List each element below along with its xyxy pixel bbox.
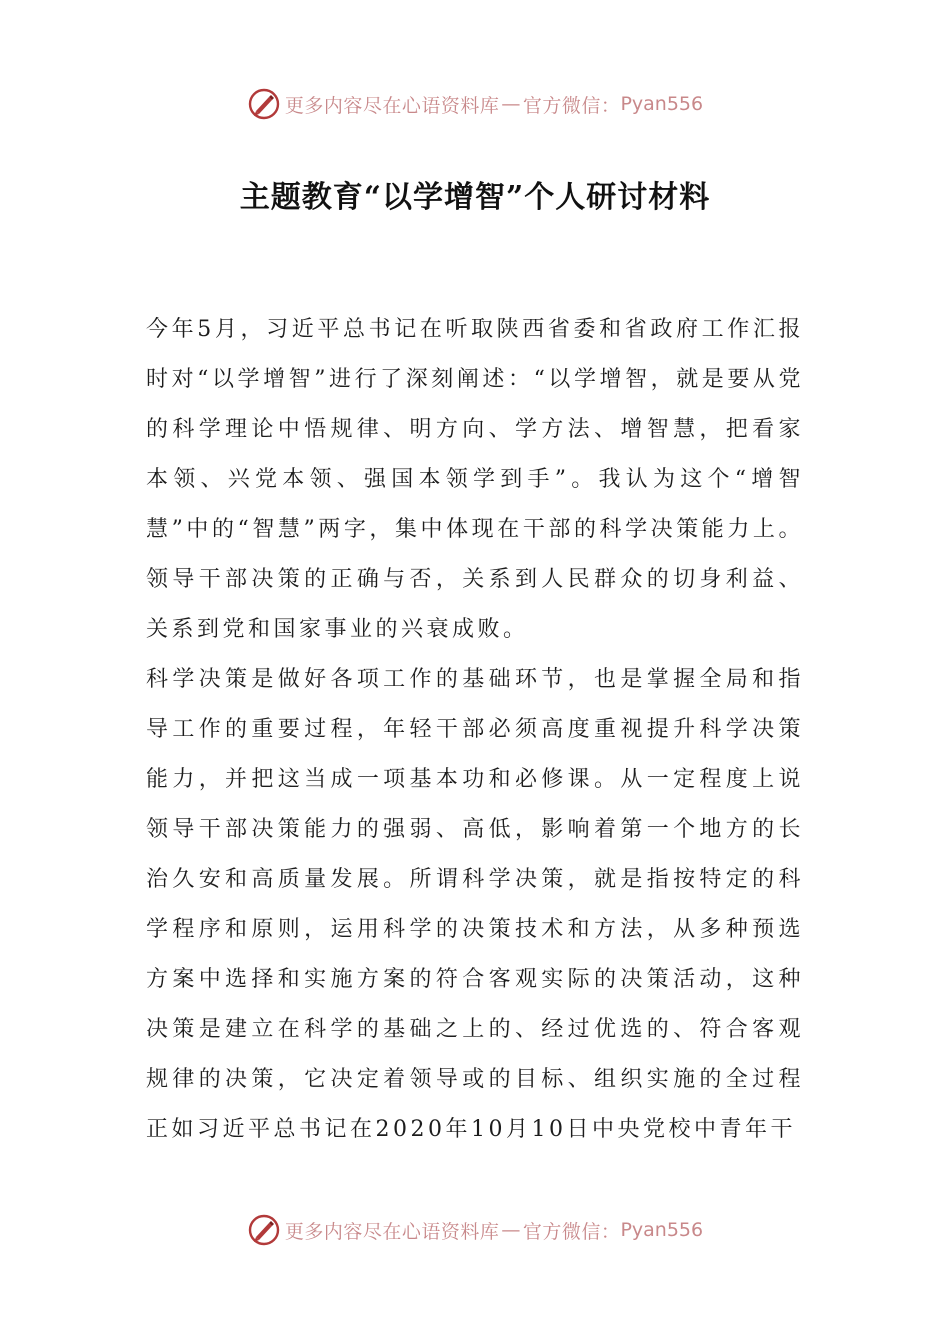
pen-logo-icon [247, 87, 281, 121]
paragraph: 今年5月，习近平总书记在听取陕西省委和省政府工作汇报时对“以学增智”进行了深刻阐述：“以学增智，就是要从党的科学理论中悟规律、明方向、学方法、增智慧，把看家本领、兴党本领、强国本领学到手”。我认为这个“增智慧”中的“智慧”两字，集中体现在干部的科学决策能力上。领导干部决策的正确与否，关系到人民群众的切身利益、关系到党和国家事业的兴衰成败。 [146, 317, 804, 642]
header-watermark [0, 84, 950, 124]
watermark-contact-id: Pyan556 [620, 93, 704, 115]
watermark-separator: — [501, 1219, 521, 1241]
watermark-contact-label: 官方微信： [522, 1220, 621, 1243]
paragraph: 科学决策是做好各项工作的基础环节，也是掌握全局和指导工作的重要过程，年轻干部必须高度重视提升科学决策能力，并把这当成一项基本功和必修课。从一定程度上说领导干部决策能力的强弱、高低，影响着第一个地方的长治久安和高质量发展。所谓科学决策，就是指按特定的科学程序和原则，运用科学的决策技术和方法，从多种预选方案中选择和实施方案的符合客观实际的决策活动，这种决策是建立在科学的基础之上的、经过优选的、符合客观规律的决策，它决定着领导或的目标、组织实施的全过程正如习近平总书记在2020年10月10日中央党校中青年干 [146, 667, 804, 1142]
document-title: 主题教育“以学增智”个人研讨材料 [239, 180, 711, 215]
watermark-contact-label: 官方微信： [522, 94, 621, 117]
pen-logo-icon [247, 1213, 281, 1247]
watermark-contact-id: Pyan556 [620, 1219, 704, 1241]
watermark-text: 更多内容尽在心语资料库 [284, 94, 500, 117]
document-body [146, 305, 804, 1155]
watermark-separator: — [501, 93, 521, 115]
footer-watermark [0, 1210, 950, 1250]
watermark-text: 更多内容尽在心语资料库 [284, 1220, 500, 1243]
